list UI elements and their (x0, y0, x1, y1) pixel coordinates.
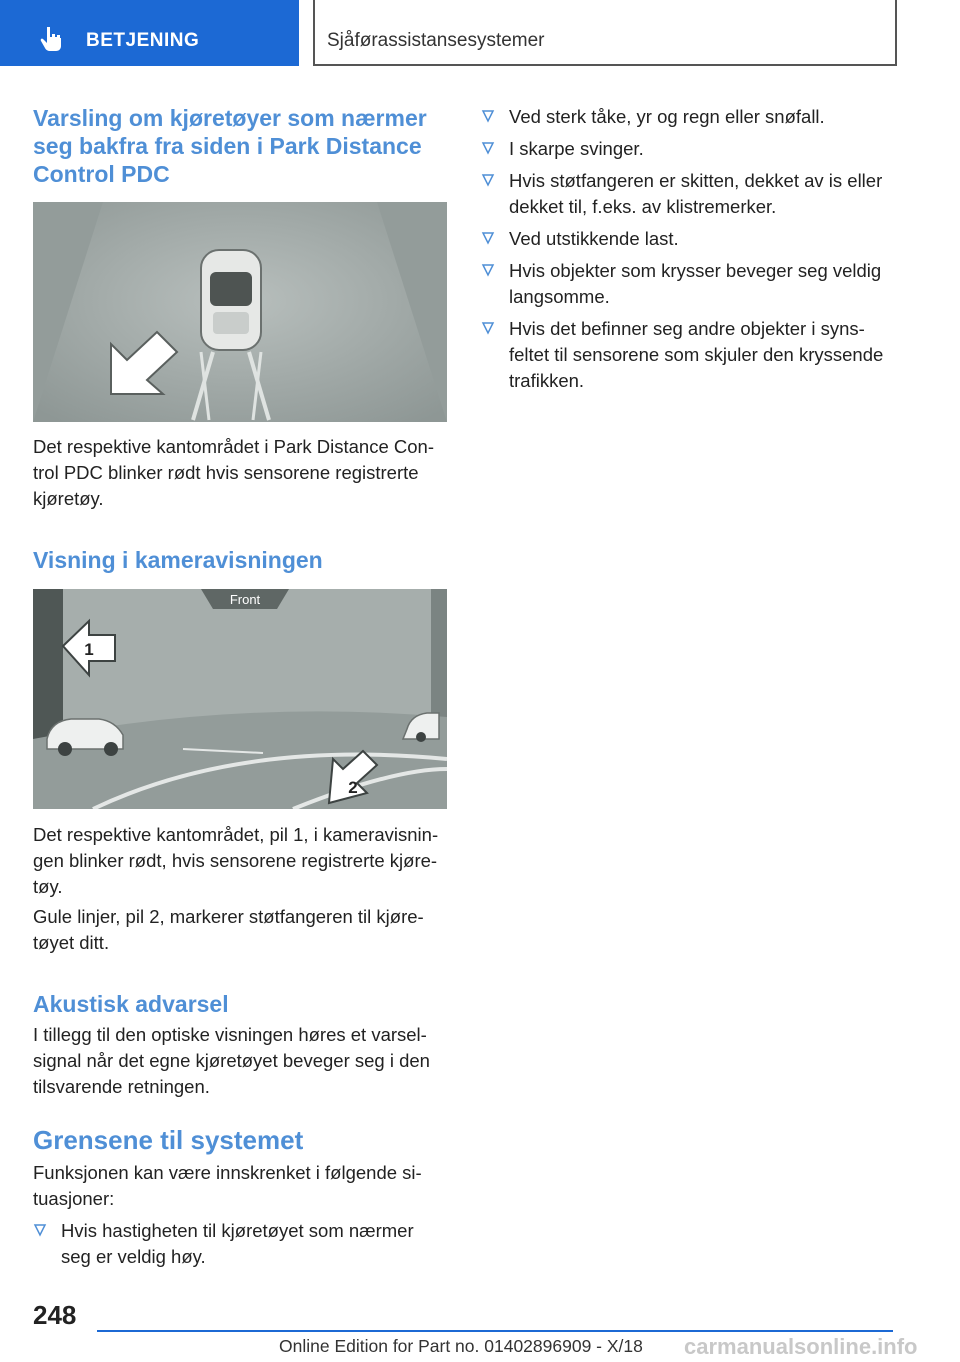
heading-camera-view: Visning i kameravisningen (33, 547, 323, 573)
edition-text: Online Edition for Part no. 01402896909 - X/18 (279, 1336, 643, 1356)
pdc-figure (33, 202, 447, 422)
chapter-label: Sjåførassistansesystemer (327, 30, 545, 51)
watermark: carmanualsonline.info (684, 1334, 918, 1359)
triangle-bullet-icon (481, 141, 495, 155)
front-label: Front (229, 592, 261, 607)
triangle-bullet-icon (481, 173, 495, 187)
list-item: Hvis hastigheten til kjøretøyet som nærmer seg er veldig høy. (33, 1218, 447, 1270)
list-item: Ved sterk tåke, yr og regn eller snøfall. (481, 104, 901, 130)
triangle-bullet-icon (481, 109, 495, 123)
triangle-bullet-icon (481, 231, 495, 245)
footer-divider (97, 1330, 893, 1332)
pdc-illustration (33, 202, 447, 422)
paragraph-camera: Det respektive kantområdet, pil 1, i kameravisnin-gen blinker rødt, hvis sensorene registrerte kjøre-tøy. (33, 824, 439, 897)
triangle-bullet-icon (33, 1223, 47, 1237)
arrow-1-label: 1 (84, 640, 94, 659)
heading-system-limits: Grensene til systemet (33, 1125, 304, 1155)
section-tab (0, 0, 299, 66)
page-number: 248 (33, 1300, 77, 1330)
camera-figure (33, 589, 447, 809)
triangle-bullet-icon (481, 263, 495, 277)
heading-warning-pdc: Varsling om kjøretøyer som nærmer seg bakfra fra siden i Park Distance Control PDC (33, 105, 427, 187)
heading-acoustic-warning: Akustisk advarsel (33, 991, 229, 1017)
limits-list-right (481, 104, 901, 400)
section-label: BETJENING (86, 30, 200, 51)
camera-illustration (33, 589, 447, 809)
paragraph-pdc: Det respektive kantområdet i Park Distance Con-trol PDC blinker rødt hvis sensorene registrerte kjøretøy. (33, 436, 435, 509)
list-item: Hvis støtfangeren er skitten, dekket av is eller dekket til, f.eks. av klistremerker. (481, 168, 901, 220)
hand-pointer-icon (38, 24, 66, 52)
arrow-2-label: 2 (348, 778, 358, 797)
list-item: Hvis det befinner seg andre objekter i syns-feltet til sensorene som skjuler den kryssende trafikken. (481, 316, 901, 394)
list-item: I skarpe svinger. (481, 136, 901, 162)
list-item: Ved utstikkende last. (481, 226, 901, 252)
list-item: Hvis objekter som krysser beveger seg veldig langsomme. (481, 258, 901, 310)
paragraph-limits: Funksjonen kan være innskrenket i følgende si-tuasjoner: (33, 1162, 422, 1209)
triangle-bullet-icon (481, 321, 495, 335)
limits-list-left (33, 1218, 447, 1276)
paragraph-acoustic: I tillegg til den optiske visningen høres et varsel-signal når det egne kjøretøyet beveger seg i den tilsvarende retningen. (33, 1024, 430, 1097)
chapter-header (313, 0, 897, 66)
paragraph-yellow-lines: Gule linjer, pil 2, markerer støtfangeren til kjøre-tøyet ditt. (33, 906, 424, 953)
